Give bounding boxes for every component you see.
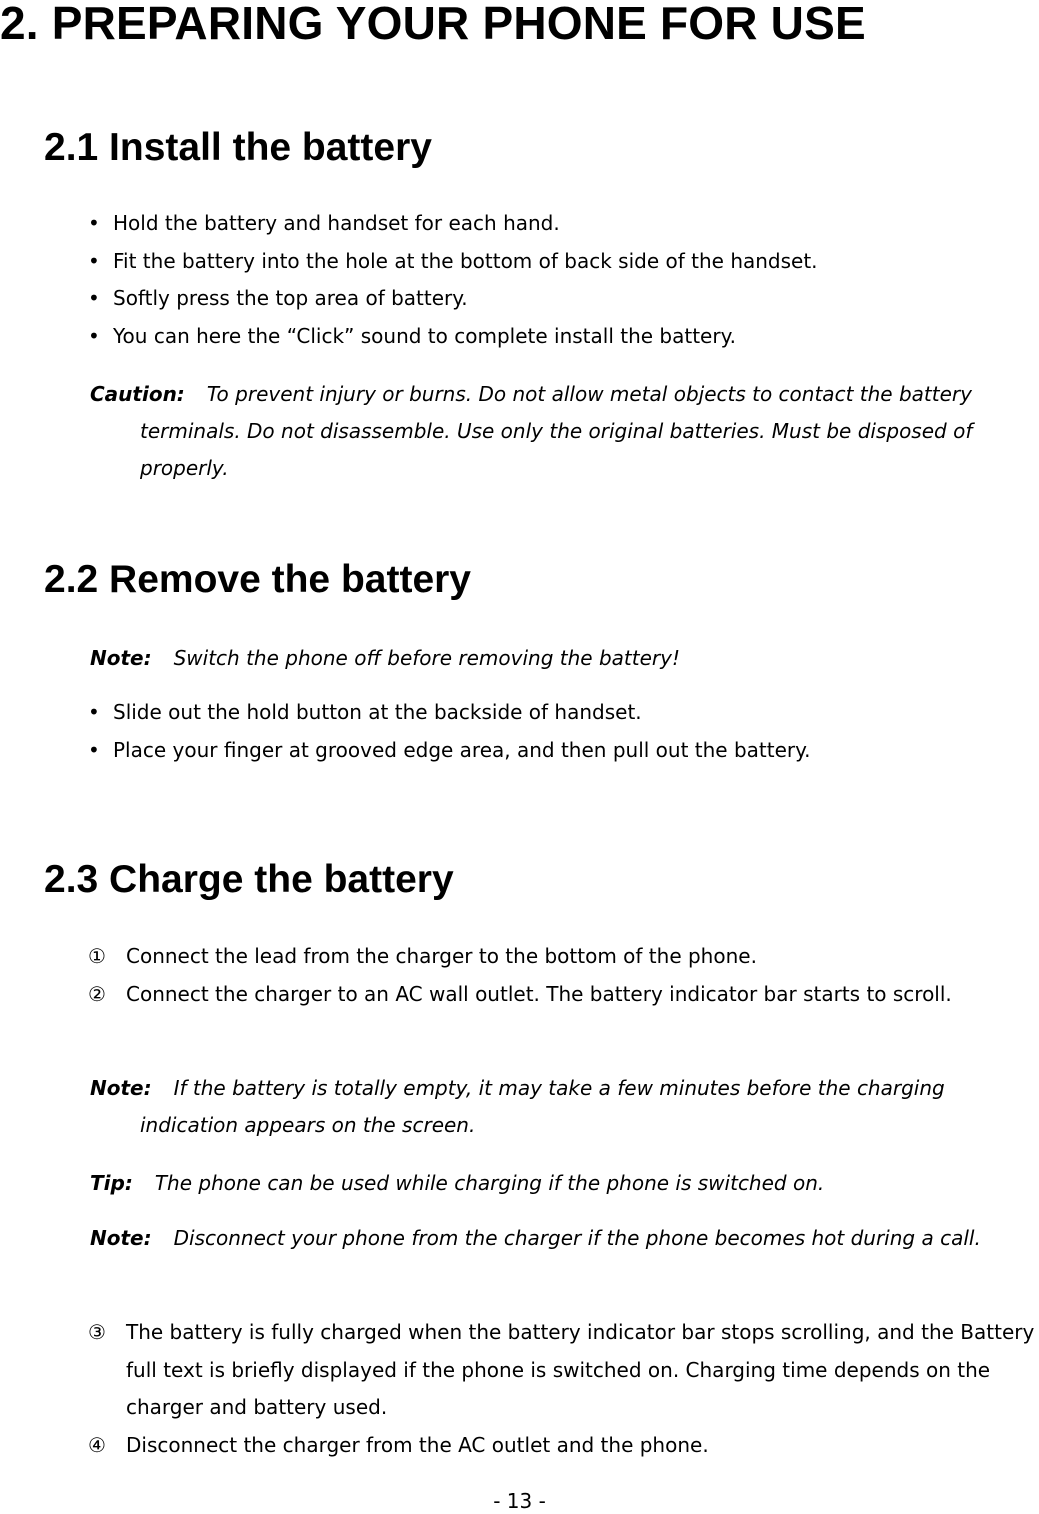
section-heading-charge: 2.3 Charge the battery (44, 858, 454, 901)
charge-note-hot (90, 1220, 1039, 1257)
list-item: • Place your finger at grooved edge area, and then pull out the battery. (88, 732, 810, 770)
list-item: • Softly press the top area of battery. (88, 280, 818, 318)
list-item: • Slide out the hold button at the backside of handset. (88, 694, 810, 732)
list-item: • Fit the battery into the hole at the bottom of back side of the handset. (88, 243, 818, 281)
list-item: ② Connect the charger to an AC wall outlet. The battery indicator bar starts to scroll. (88, 976, 1008, 1014)
page-number: - 13 - (493, 1489, 546, 1513)
charge-tip (90, 1165, 1039, 1202)
bullet-icon: • (88, 211, 100, 235)
install-steps-list (88, 205, 818, 355)
list-item: ① Connect the lead from the charger to the bottom of the phone. (88, 938, 1008, 976)
chapter-title: 2. PREPARING YOUR PHONE FOR USE (0, 0, 866, 49)
note-label: Note: (90, 1076, 152, 1100)
remove-steps-list (88, 694, 810, 769)
step-number: ① (88, 944, 106, 968)
note-text: Disconnect your phone from the charger if the phone becomes hot during a call. (173, 1226, 981, 1250)
note-label: Note: (90, 1226, 152, 1250)
charge-steps-list-b (88, 1314, 1038, 1464)
tip-label: Tip: (90, 1171, 133, 1195)
tip-text: The phone can be used while charging if the phone is switched on. (154, 1171, 825, 1195)
bullet-icon: • (88, 700, 100, 724)
note-text: If the battery is totally empty, it may take a few minutes before the charging indication appears on the screen. (140, 1076, 945, 1137)
list-item: • You can here the “Click” sound to complete install the battery. (88, 318, 818, 356)
note-label: Note: (90, 646, 152, 670)
list-item: • Hold the battery and handset for each hand. (88, 205, 818, 243)
step-number: ③ (88, 1320, 106, 1344)
section-heading-remove: 2.2 Remove the battery (44, 558, 472, 601)
bullet-icon: • (88, 737, 100, 762)
bullet-icon: • (88, 323, 100, 348)
section-heading-install: 2.1 Install the battery (44, 126, 432, 169)
caution-note (90, 376, 1039, 487)
step-number: ② (88, 981, 106, 1006)
note-text: Switch the phone off before removing the battery! (173, 646, 680, 670)
list-item: ③ The battery is fully charged when the battery indicator bar stops scrolling, and the Battery full text is briefly displayed if the phone is switched on. Charging time depends on the charger and battery used. (88, 1314, 1038, 1427)
list-item: ④ Disconnect the charger from the AC outlet and the phone. (88, 1427, 1038, 1465)
step-number: ④ (88, 1432, 106, 1457)
bullet-icon: • (88, 248, 100, 273)
caution-text: To prevent injury or burns. Do not allow metal objects to contact the battery terminals. Do not disassemble. Use only the original batteries. Must be disposed of properly. (140, 382, 973, 480)
charge-steps-list-a (88, 938, 1008, 1013)
bullet-icon: • (88, 286, 100, 310)
charge-note-empty (90, 1070, 1039, 1144)
caution-label: Caution: (90, 382, 185, 406)
remove-note (90, 640, 1039, 677)
